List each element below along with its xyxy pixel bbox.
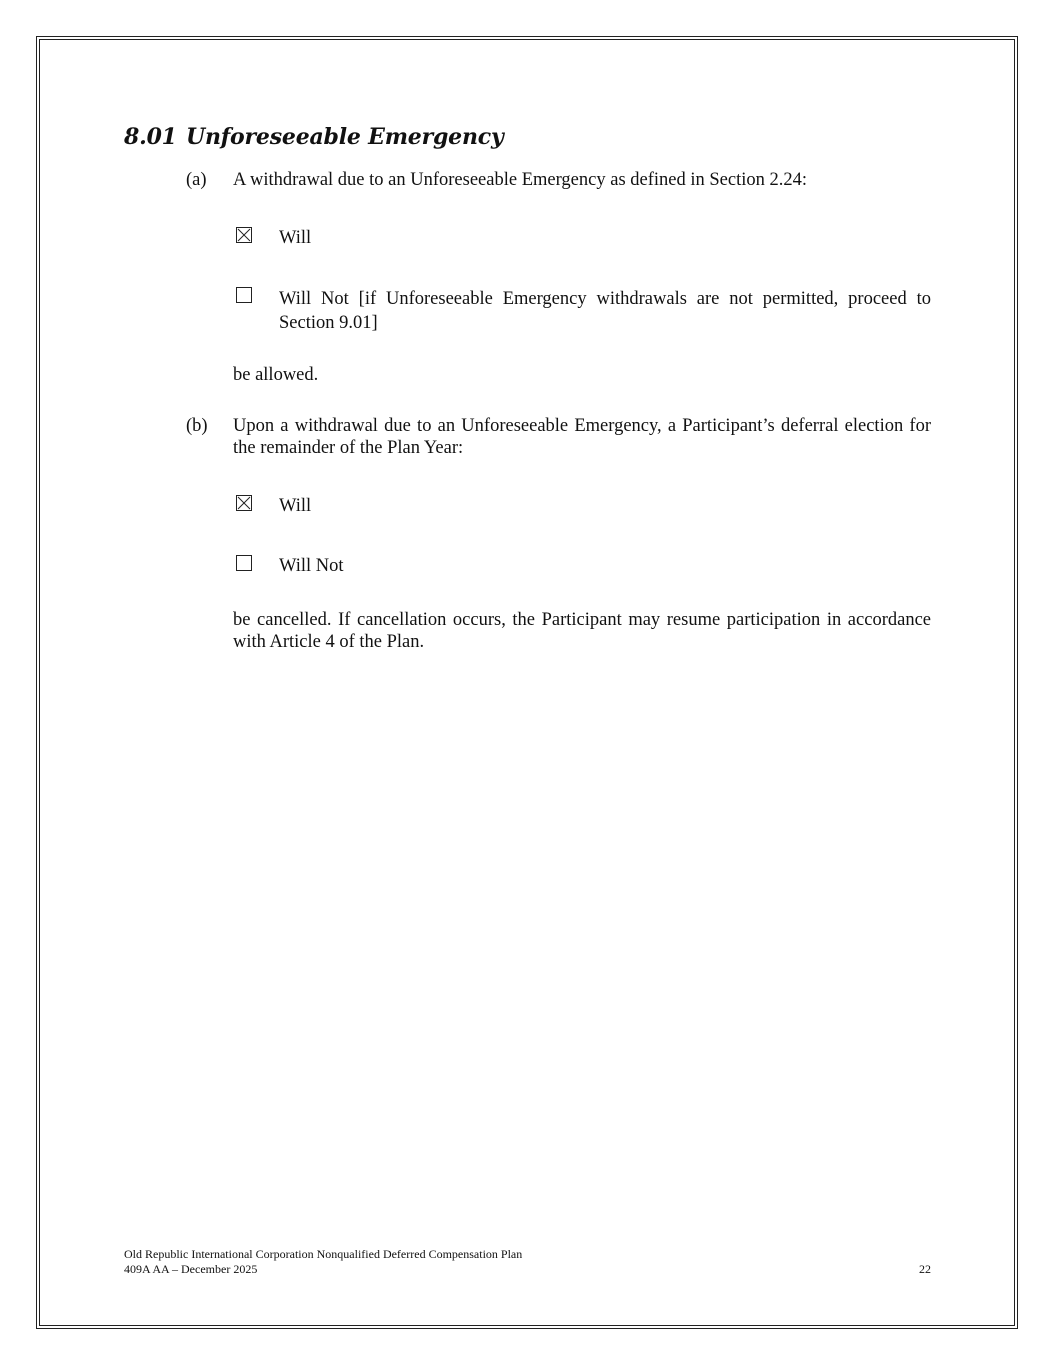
item-a-closing: be allowed.: [233, 365, 319, 385]
section-number: 8.01: [124, 124, 177, 150]
checkmark-x-icon: [237, 228, 251, 242]
item-b-will-checkbox[interactable]: [236, 495, 252, 511]
item-b-closing: be cancelled. If cancellation occurs, the Participant may resume participation in accordance with Article 4 of the Plan.: [233, 610, 931, 652]
item-b-will-not-checkbox[interactable]: [236, 555, 252, 571]
section-heading: [124, 124, 504, 150]
item-a-will-not-label: Will Not [if Unforeseeable Emergency withdrawals are not permitted, proceed to Section 9.01]: [279, 289, 931, 333]
item-a-text: A withdrawal due to an Unforeseeable Emergency as defined in Section 2.24:: [233, 170, 808, 190]
item-b-text: Upon a withdrawal due to an Unforeseeable Emergency, a Participant’s deferral election for the remainder of the Plan Year:: [233, 416, 931, 458]
item-a-will-checkbox[interactable]: [236, 227, 252, 243]
item-a-will-label: Will: [279, 228, 312, 248]
section-title: Unforeseeable Emergency: [186, 124, 504, 150]
page-number: 22: [919, 1262, 931, 1276]
item-a-will-not-checkbox[interactable]: [236, 287, 252, 303]
item-b-label: (b): [186, 416, 208, 436]
checkmark-x-icon: [237, 496, 251, 510]
footer-document-id: 409A AA – December 2025: [124, 1262, 258, 1276]
item-a-label: (a): [186, 170, 207, 190]
item-b-will-not-label: Will Not: [279, 556, 344, 576]
footer-plan-name: Old Republic International Corporation Nonqualified Deferred Compensation Plan: [124, 1247, 523, 1261]
item-b-will-label: Will: [279, 496, 312, 516]
